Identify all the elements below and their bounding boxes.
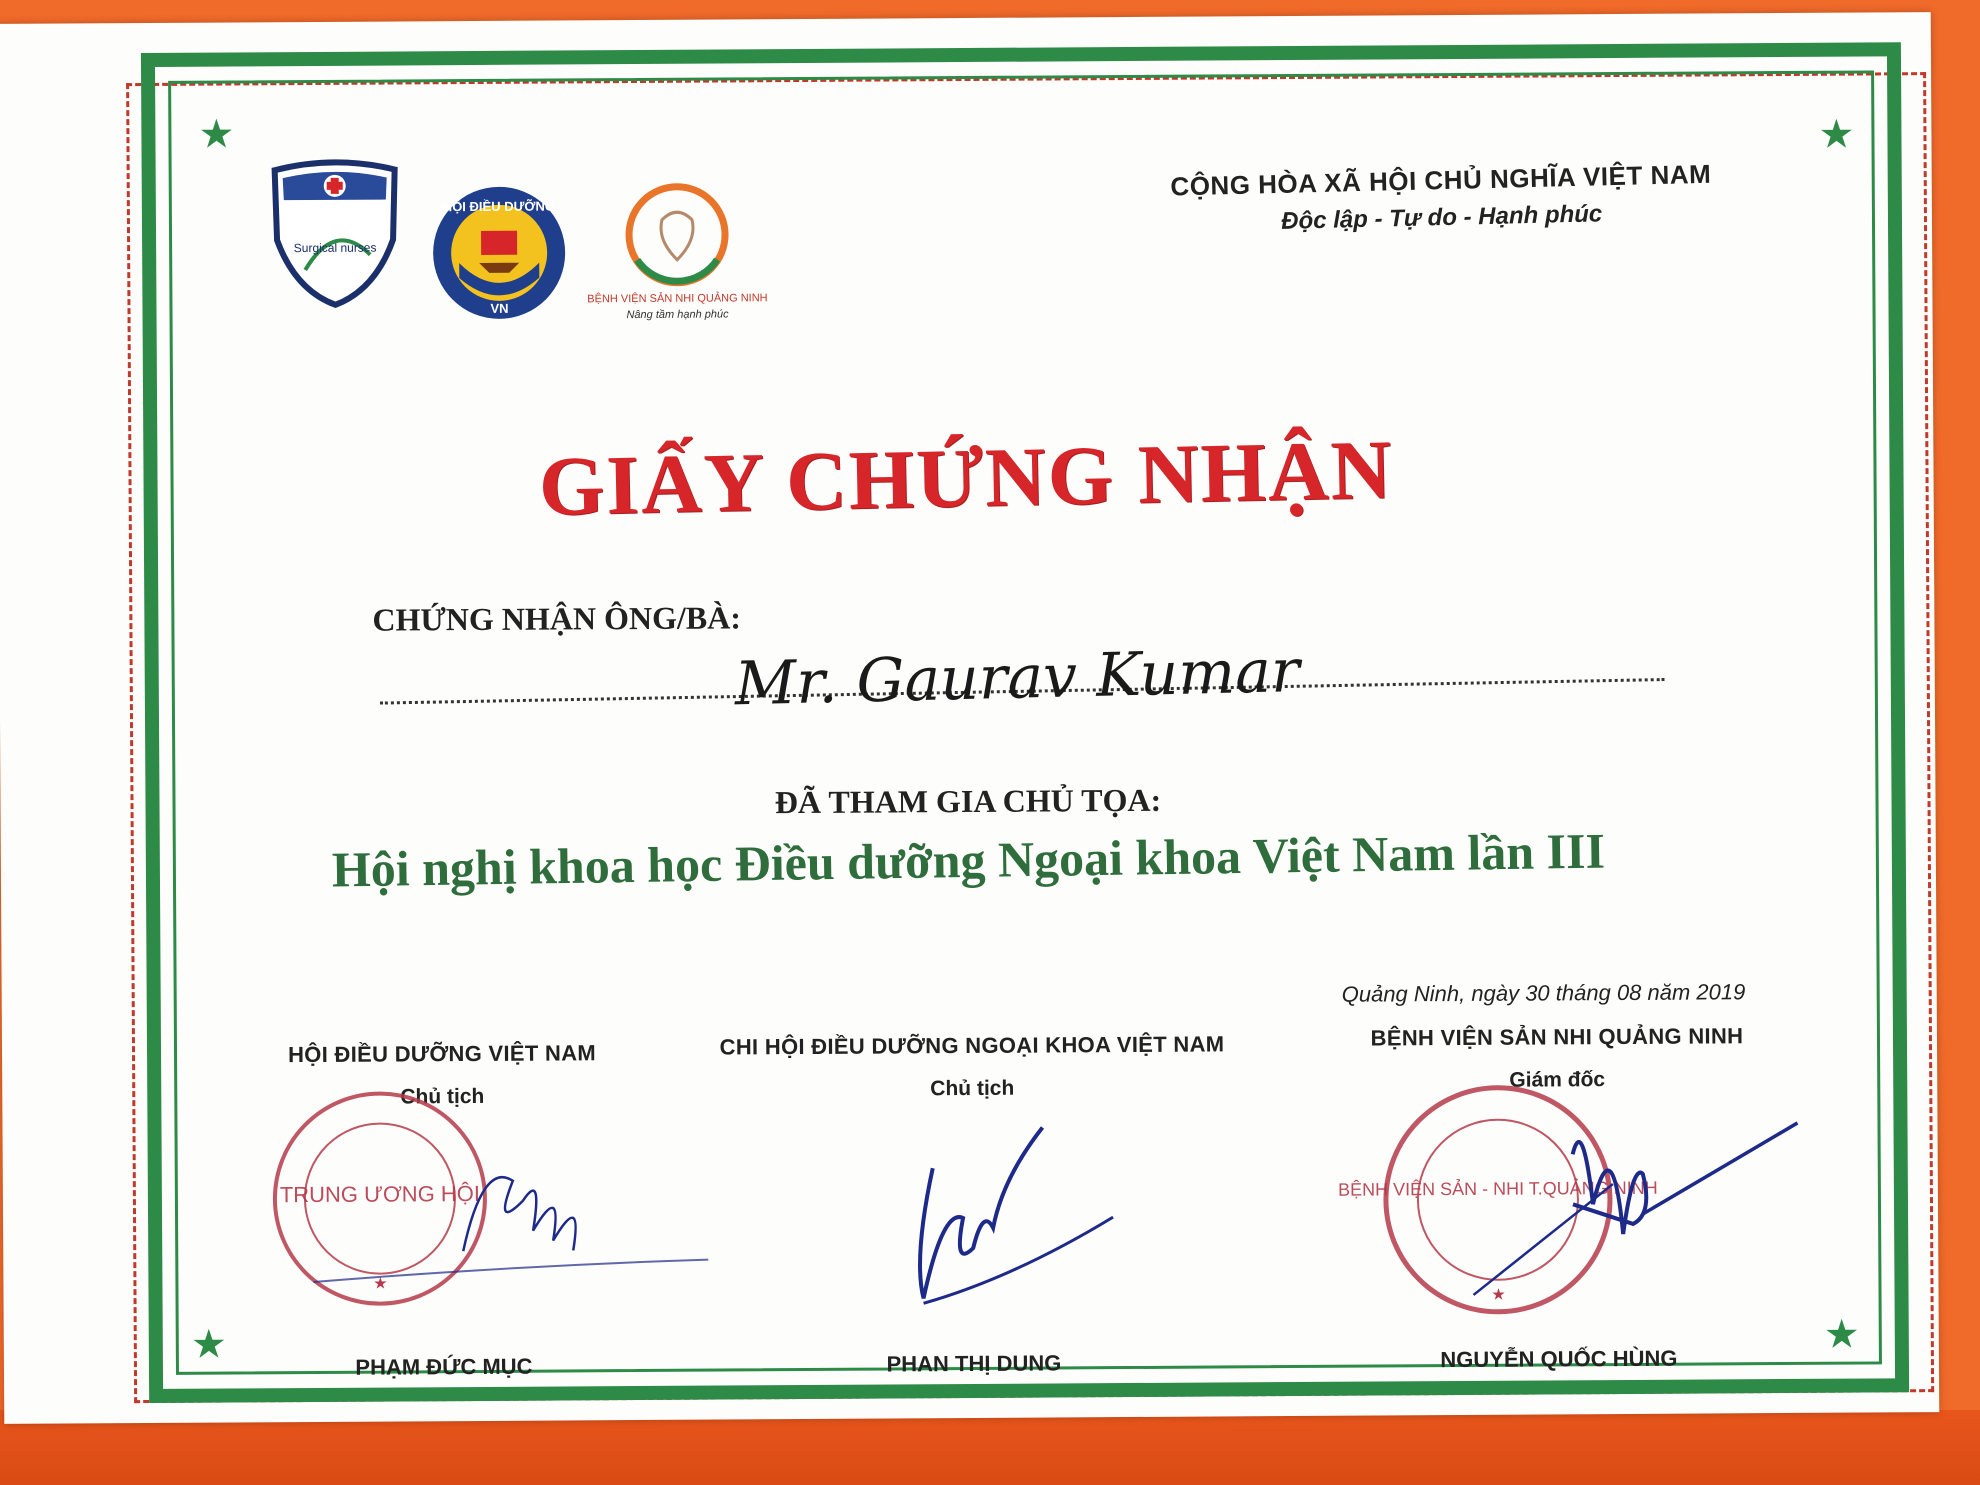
signatory-1-name: PHẠM ĐỨC MỤC [355, 1353, 533, 1380]
signatory-2-role: Chủ tịch [930, 1076, 1015, 1101]
certificate-title: GIẤY CHỨNG NHẬN [537, 423, 1395, 534]
signatory-2-name: PHAN THỊ DUNG [886, 1350, 1062, 1377]
signatory-1-role: Chủ tịch [400, 1084, 485, 1109]
svg-text:BỆNH VIỆN SẢN NHI QUẢNG NINH: BỆNH VIỆN SẢN NHI QUẢNG NINH [587, 292, 768, 306]
surgical-nurses-logo [265, 159, 406, 310]
event-name: Hội nghị khoa học Điều dưỡng Ngoại khoa Việt Nam lần III [331, 822, 1606, 898]
corner-star-icon: ★ [1823, 1311, 1860, 1358]
svg-text:★: ★ [373, 1275, 388, 1293]
logo3-caption: Nâng tầm hạnh phúc [626, 308, 729, 322]
republic-header [1170, 159, 1712, 239]
corner-star-icon: ★ [198, 111, 235, 158]
signature-2-mark [892, 1117, 1133, 1318]
signatory-2-org: CHI HỘI ĐIỀU DƯỠNG NGOẠI KHOA VIỆT NAM [719, 1031, 1225, 1060]
participated-label: ĐÃ THAM GIA CHỦ TỌA: [774, 781, 1162, 821]
nursing-association-logo [429, 182, 570, 323]
logo1-text: Surgical nurses [293, 240, 377, 256]
left-stamp-text: TRUNG ƯƠNG HỘI [279, 1180, 481, 1208]
logo2-sub: VN [490, 300, 509, 316]
corner-star-icon: ★ [190, 1321, 227, 1368]
corner-star-icon: ★ [1818, 111, 1855, 158]
republic-name: CỘNG HÒA XÃ HỘI CHỦ NGHĨA VIỆT NAM [1170, 158, 1712, 202]
signature-3-mark [1442, 1093, 1803, 1295]
certify-label: CHỨNG NHẬN ÔNG/BÀ: [372, 599, 742, 638]
issue-date: Quảng Ninh, ngày 30 tháng 08 năm 2019 [1341, 979, 1746, 1007]
svg-text:★: ★ [1491, 1286, 1506, 1304]
signatory-3-org: BỆNH VIỆN SẢN NHI QUẢNG NINH [1370, 1023, 1744, 1051]
certificate-paper [0, 12, 1939, 1424]
recipient-name: Mr. Gaurav Kumar [734, 636, 1301, 720]
signature-1-mark [313, 1140, 714, 1302]
right-stamp-text: BỆNH VIỆN SẢN - NHI T.QUẢNG NINH [1337, 1177, 1658, 1200]
signatory-3-role: Giám đốc [1509, 1068, 1606, 1092]
signatory-2-block [692, 1031, 1252, 1102]
maternity-hospital-logo [587, 179, 768, 330]
national-motto: Độc lập - Tự do - Hạnh phúc [1281, 200, 1603, 235]
signatory-1-org: HỘI ĐIỀU DƯỠNG VIỆT NAM [287, 1040, 597, 1068]
logo2-text: HỘI ĐIỀU DƯỠNG [442, 198, 555, 215]
signatory-3-name: NGUYỄN QUỐC HÙNG [1440, 1345, 1678, 1373]
